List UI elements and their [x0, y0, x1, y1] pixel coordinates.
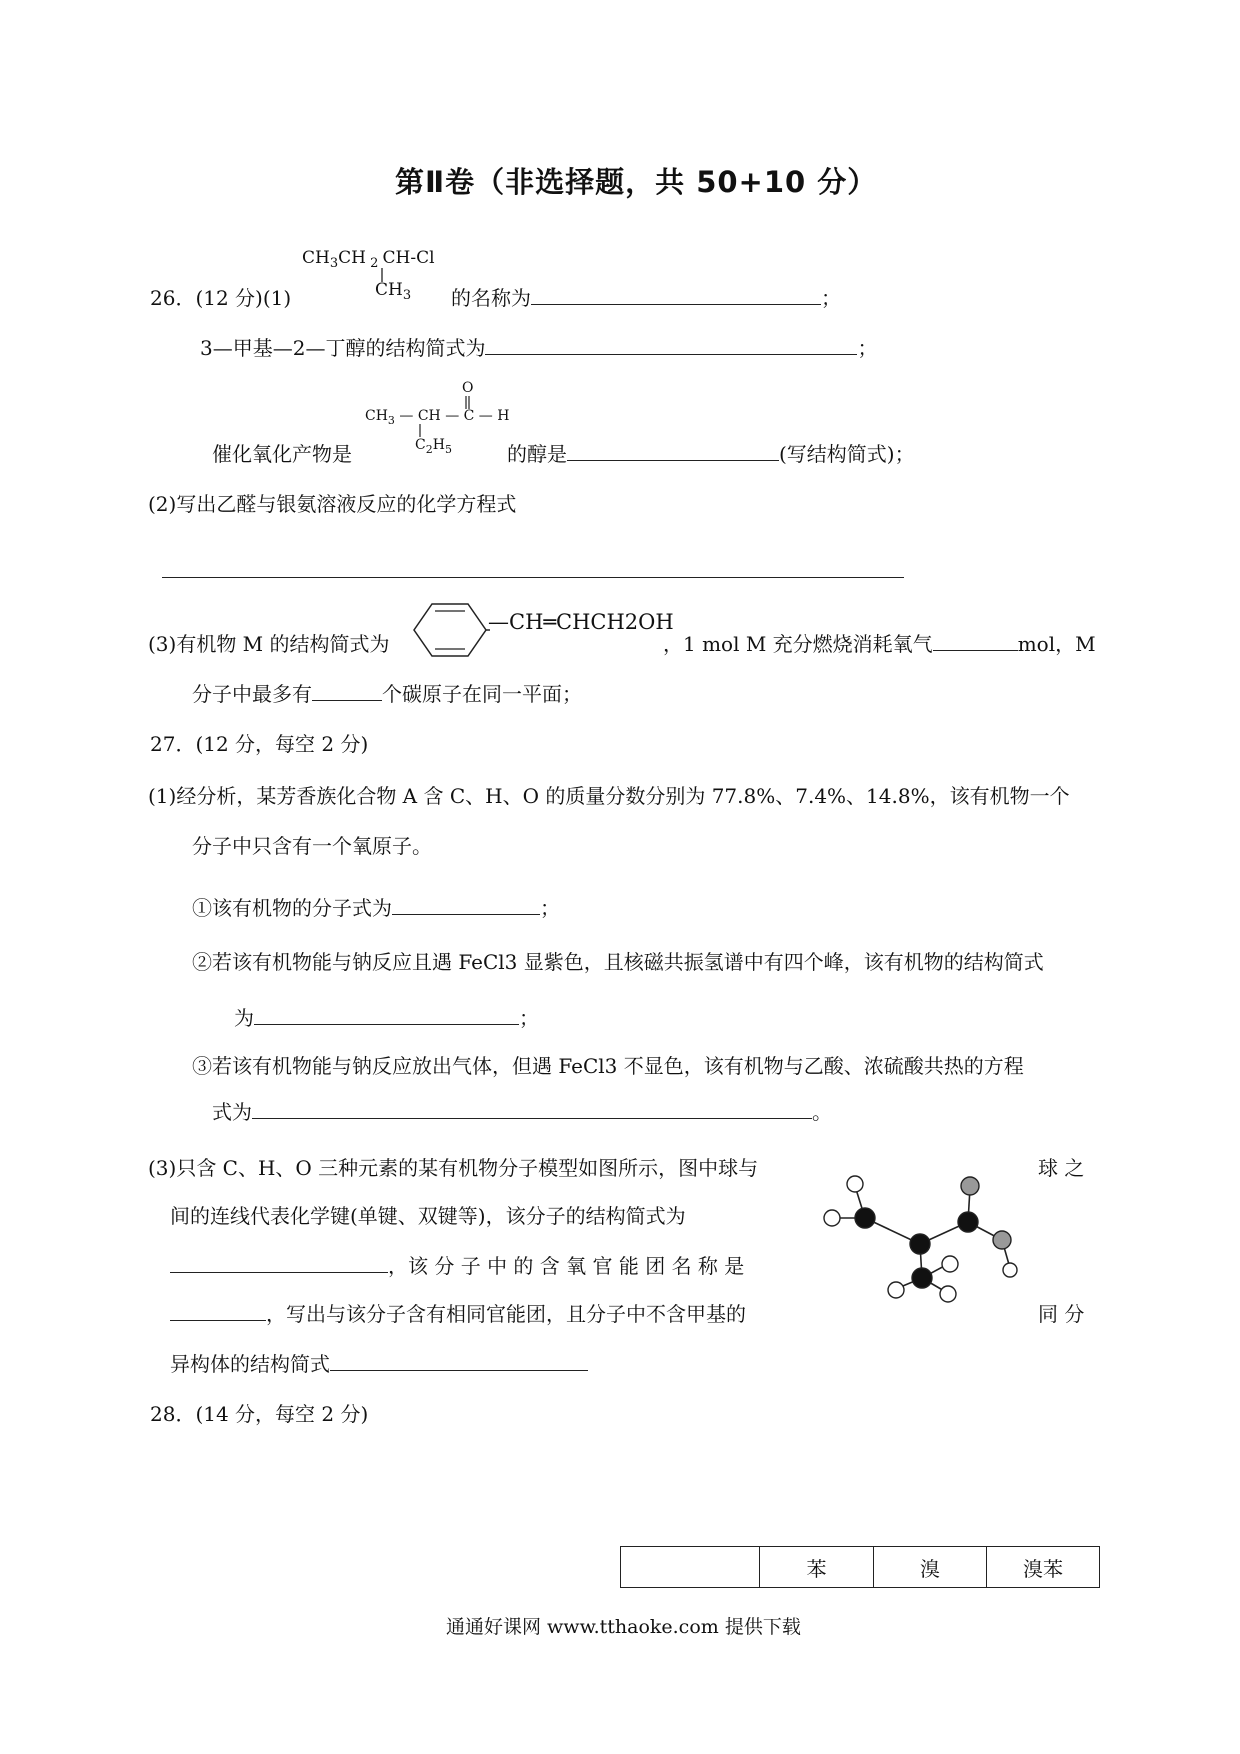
q27-p3c: ，该 分 子 中 的 含 氧 官 能 团 名 称 是	[170, 1252, 744, 1280]
q26-sub3c: 分子中最多有 个碳原子在同一平面；	[192, 682, 582, 706]
answer-blank[interactable]	[392, 894, 540, 915]
table-cell	[621, 1547, 760, 1588]
answer-blank[interactable]	[330, 1350, 588, 1371]
answer-blank[interactable]	[170, 1300, 266, 1321]
q27-p3e: 异构体的结构简式	[170, 1350, 588, 1378]
q27-p3d: ，写出与该分子含有相同官能团，且分子中不含甲基的	[170, 1300, 746, 1328]
q27-p3d-right: 同 分	[1038, 1302, 1085, 1326]
q28-header: 28．(14 分，每空 2 分)	[150, 1402, 369, 1426]
benzene-ring-icon	[410, 598, 490, 662]
answer-blank[interactable]	[170, 1252, 388, 1273]
answer-line-long[interactable]	[162, 577, 904, 578]
data-table	[620, 1546, 1100, 1588]
q27-p1a: (1)经分析，某芳香族化合物 A 含 C、H、O 的质量分数分别为 77.8%、7.4%、14.8%，该有机物一个	[148, 784, 1070, 808]
q26-header: 26．(12 分)(1)	[150, 286, 292, 310]
q27-i3b: 式为 。	[212, 1100, 832, 1124]
q26-sub2: (2)写出乙醛与银氨溶液反应的化学方程式	[148, 492, 517, 516]
answer-blank[interactable]	[254, 1004, 519, 1025]
q27-header: 27．(12 分，每空 2 分)	[150, 732, 369, 756]
q27-i2a: ②若该有机物能与钠反应且遇 FeCl3 显紫色，且核磁共振氢谱中有四个峰，该有机物的结构简式	[192, 950, 1044, 974]
structure-2-methylbutanal: O $CH_3$ — CH — C — H $C_2H_5$	[365, 380, 510, 456]
molecule-model-diagram	[820, 1168, 1030, 1308]
q27-p1b: 分子中只含有一个氧原子。	[192, 834, 432, 858]
q27-p3a-right: 球 之	[1038, 1156, 1085, 1180]
q27-p3a: (3)只含 C、H、O 三种元素的某有机物分子模型如图所示，图中球与	[148, 1156, 759, 1180]
q26-sub3b: ，1 mol M 充分燃烧消耗氧气 mol，M	[663, 632, 1096, 656]
page-footer: 通通好课网 www.tthaoke.com 提供下载	[446, 1616, 801, 1638]
answer-blank[interactable]	[567, 440, 779, 461]
q27-i3a: ③若该有机物能与钠反应放出气体，但遇 FeCl3 不显色，该有机物与乙酸、浓硫酸共热的方程	[192, 1054, 1024, 1078]
q26-sub3a: (3)有机物 M 的结构简式为	[148, 632, 390, 656]
table-cell: 苯	[760, 1547, 874, 1588]
q26-line3b: 的醇是 (写结构简式)；	[507, 442, 915, 466]
q26-line3a: 催化氧化产物是	[212, 442, 352, 466]
answer-blank[interactable]	[312, 680, 382, 701]
page-title: 第Ⅱ卷（非选择题，共 50+10 分）	[395, 165, 878, 199]
q27-p3b: 间的连线代表化学键(单键、双键等)，该分子的结构简式为	[170, 1204, 686, 1228]
table-row	[621, 1547, 1100, 1588]
q26-line1: 的名称为 ；	[451, 286, 841, 310]
answer-blank[interactable]	[252, 1098, 812, 1119]
table-cell: 溴	[874, 1547, 987, 1588]
answer-blank[interactable]	[485, 334, 857, 355]
structure-m-sidechain: —CH═CHCH2OH	[488, 610, 674, 634]
q26-line2: 3—甲基—2—丁醇的结构简式为 ；	[200, 336, 878, 360]
q27-i1: ①该有机物的分子式为 ；	[192, 896, 560, 920]
q27-i2b: 为 ；	[234, 1006, 539, 1030]
answer-blank[interactable]	[933, 630, 1018, 651]
structure-2-chlorobutane: $CH_3CH$ $_2$ CH-Cl $CH_3$	[302, 248, 435, 303]
answer-blank[interactable]	[531, 284, 821, 305]
table-cell: 溴苯	[987, 1547, 1100, 1588]
